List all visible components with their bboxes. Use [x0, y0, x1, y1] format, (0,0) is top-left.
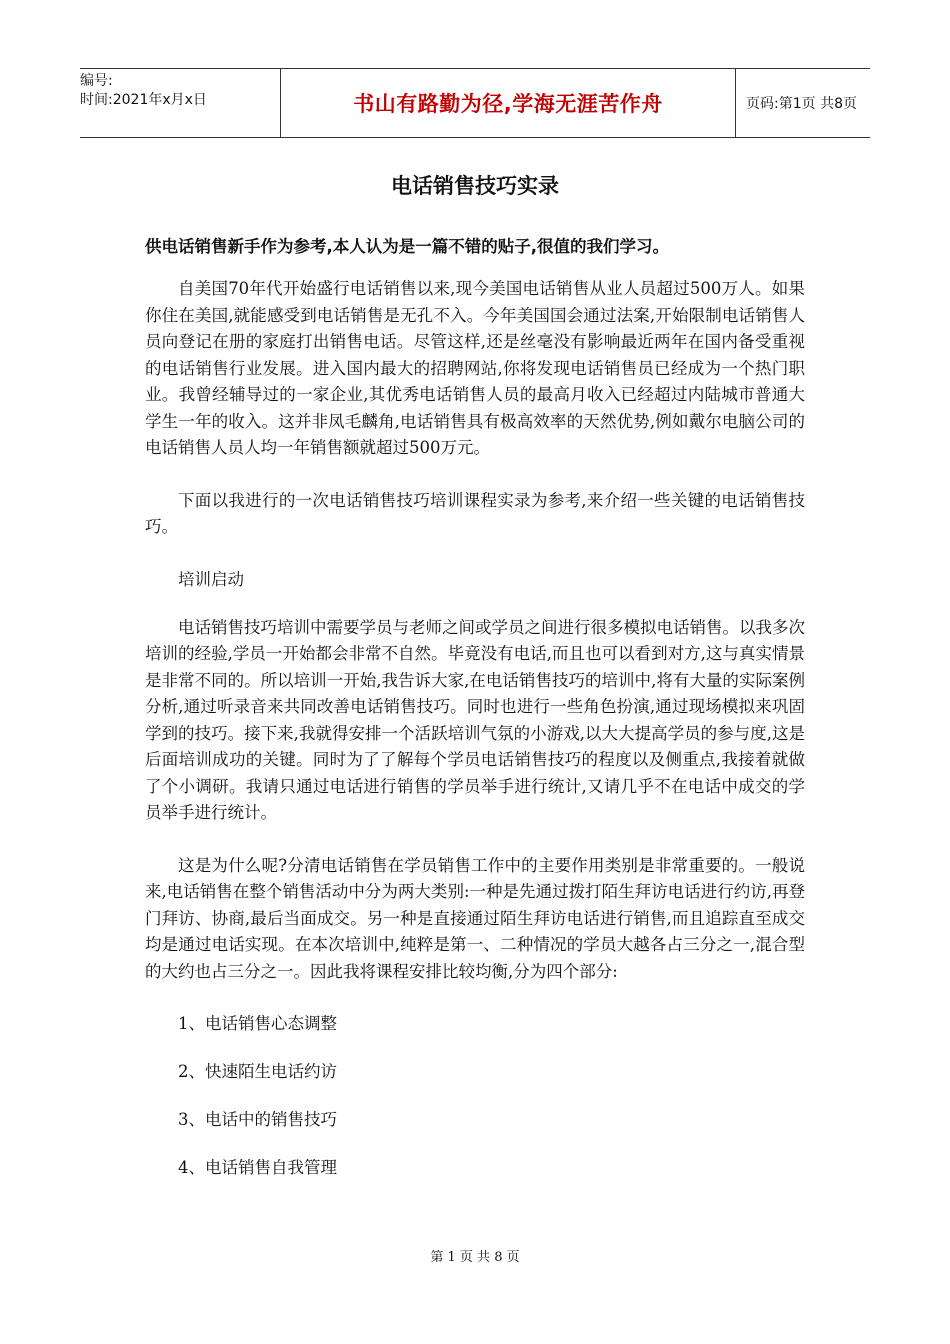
document-time-label: 时间:2021年x月x日 — [80, 92, 207, 108]
header-motto: 书山有路勤为径,学海无涯苦作舟 — [353, 92, 663, 116]
body-paragraph: 自美国70年代开始盛行电话销售以来,现今美国电话销售从业人员超过500万人。如果你住在美国,就能感受到电话销售是无孔不入。今年美国国会通过法案,开始限制电话销售人员向登记在册的家庭打出销售电话。尽管这样,还是丝毫没有影响最近两年在国内备受重视的电话销售行业发展。进入国内最大的招聘网站,你将发现电话销售员已经成为一个热门职业。我曾经辅导过的一家企业,其优秀电话销售人员的最高月收入已经超过内陆城市普通大学生一年的收入。这并非凤毛麟角,电话销售具有极高效率的天然优势,例如戴尔电脑公司的电话销售人员人均一年销售额就超过500万元。 — [145, 279, 805, 457]
body-paragraph: 下面以我进行的一次电话销售技巧培训课程实录为参考,来介绍一些关键的电话销售技巧。 — [145, 490, 805, 536]
body-paragraph: 这是为什么呢?分清电话销售在学员销售工作中的主要作用类别是非常重要的。一般说来,电话销售在整个销售活动中分为两大类别:一种是先通过拨打陌生拜访电话进行约访,再登门拜访、协商,最后当面成交。另一种是直接通过陌生拜访电话进行销售,而且追踪直至成交均是通过电话实现。在本次培训中,纯粹是第一、二种情况的学员大越各占三分之一,混合型的大约也占三分之一。因此我将课程安排比较均衡,分为四个部分: — [145, 855, 805, 981]
document-title: 电话销售技巧实录 — [391, 174, 559, 198]
list-item: 1、电话销售心态调整 — [178, 1014, 337, 1033]
document-number-label: 编号: — [80, 73, 113, 89]
list-item: 4、电话销售自我管理 — [178, 1158, 337, 1177]
document-subtitle: 供电话销售新手作为参考,本人认为是一篇不错的贴子,很值的我们学习。 — [145, 237, 670, 256]
page-header — [80, 68, 870, 138]
page-footer: 第 1 页 共 8 页 — [430, 1250, 520, 1265]
header-page-info: 页码:第1页 共8页 — [746, 96, 857, 112]
section-heading: 培训启动 — [178, 569, 244, 589]
body-paragraph: 电话销售技巧培训中需要学员与老师之间或学员之间进行很多模拟电话销售。以我多次培训的经验,学员一开始都会非常不自然。毕竟没有电话,而且也可以看到对方,这与真实情景是非常不同的。所以培训一开始,我告诉大家,在电话销售技巧的培训中,将有大量的实际案例分析,通过听录音来共同改善电话销售技巧。同时也进行一些角色扮演,通过现场模拟来巩固学到的技巧。接下来,我就得安排一个活跃培训气氛的小游戏,以大大提高学员的参与度,这是后面培训成功的关键。同时为了了解每个学员电话销售技巧的程度以及侧重点,我接着就做了个小调研。我请只通过电话进行销售的学员举手进行统计,又请几乎不在电话中成交的学员举手进行统计。 — [145, 617, 805, 822]
header-meta — [80, 69, 280, 137]
document-body — [145, 276, 805, 1203]
list-item: 3、电话中的销售技巧 — [178, 1110, 337, 1129]
header-motto-cell — [280, 69, 736, 137]
list-item: 2、快速陌生电话约访 — [178, 1062, 337, 1081]
